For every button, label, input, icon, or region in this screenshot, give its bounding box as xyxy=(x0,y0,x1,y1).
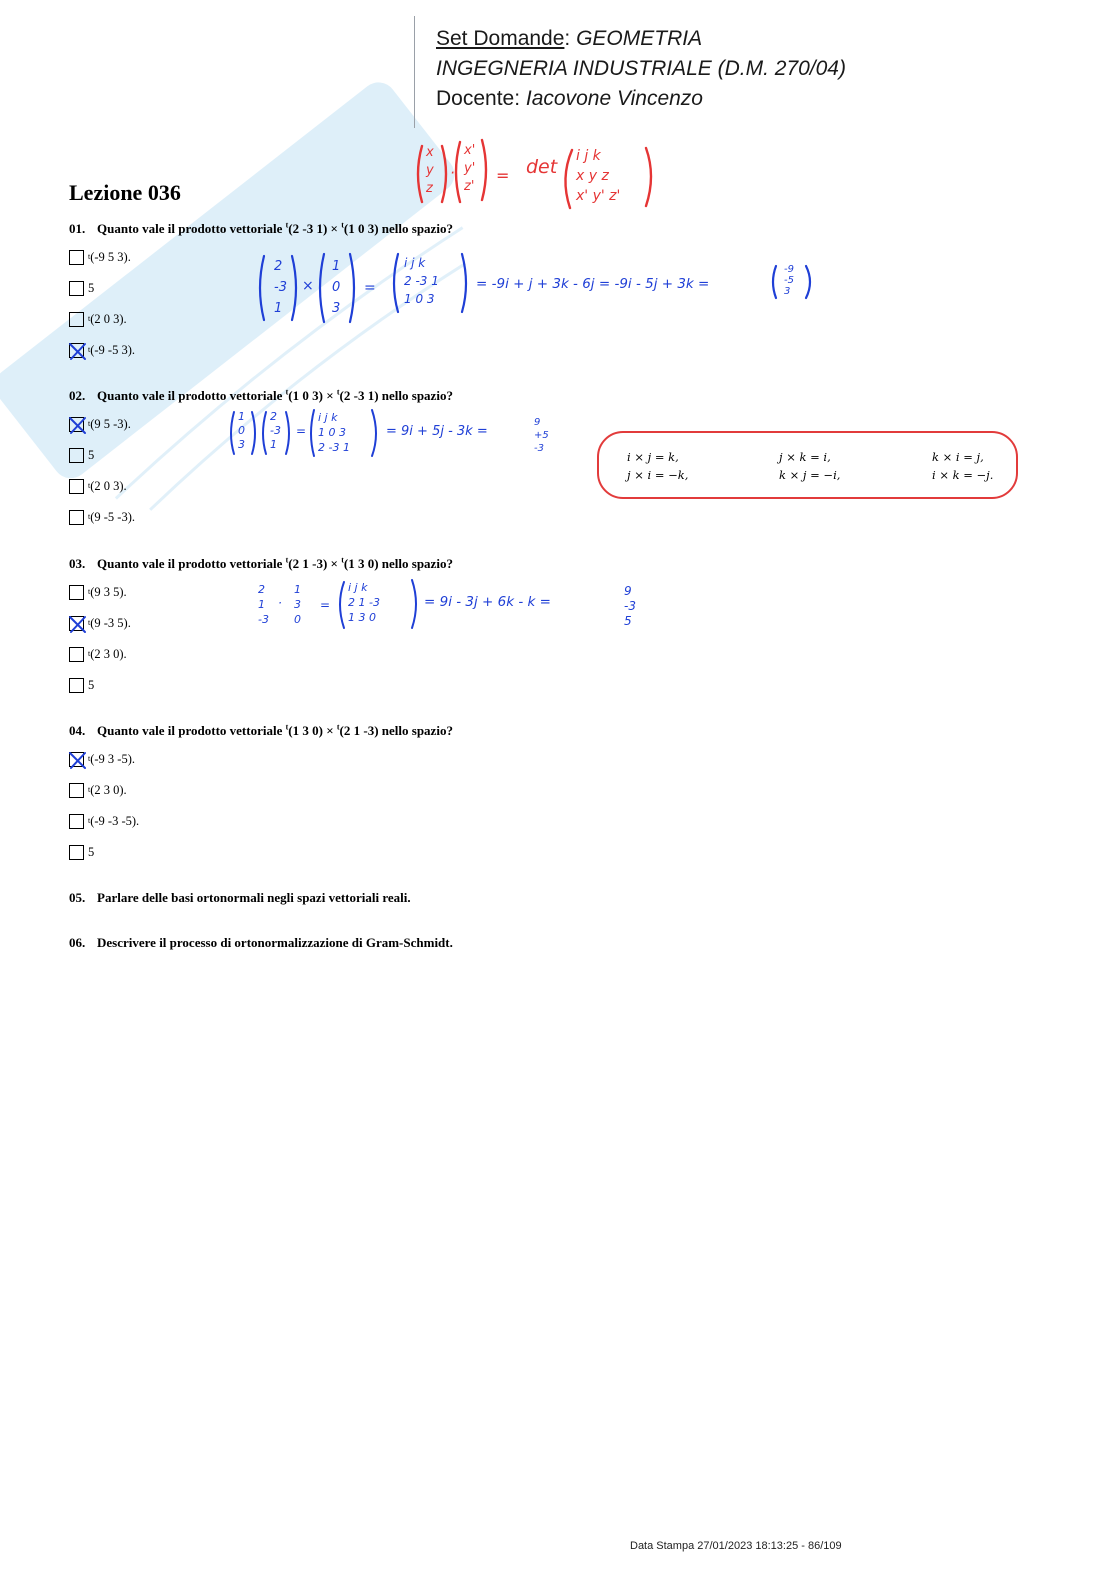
transpose-marker: t xyxy=(285,555,289,565)
question-text: Descrivere il processo di ortonormalizzazione di Gram-Schmidt. xyxy=(97,935,453,950)
hw-q3-working xyxy=(252,578,652,644)
question-suffix: nello spazio? xyxy=(378,221,453,236)
course-name: INGEGNERIA INDUSTRIALE (D.M. 270/04) xyxy=(436,57,846,80)
question-4 xyxy=(69,723,453,739)
vector-b: (2 -3 1) xyxy=(339,388,379,403)
answer-text: (9 -5 -3). xyxy=(90,509,136,524)
question-text: Quanto vale il prodotto vettoriale xyxy=(97,388,286,403)
question-text: Quanto vale il prodotto vettoriale xyxy=(97,723,286,738)
vector-a: (1 3 0) xyxy=(288,723,323,738)
transpose-marker: t xyxy=(285,722,289,732)
answer-option[interactable] xyxy=(69,676,94,694)
checkbox[interactable] xyxy=(69,845,84,860)
transpose-marker: t xyxy=(285,220,289,230)
hw-q1-matrix: i j k 2 -3 1 1 0 3 xyxy=(404,256,439,306)
check-mark-icon xyxy=(67,750,88,771)
checkbox[interactable] xyxy=(69,783,84,798)
answer-text: (9 -3 5). xyxy=(90,615,131,630)
hw-q2-working xyxy=(230,408,570,468)
cross-operator: × xyxy=(327,556,342,571)
answer-option[interactable]: t (2 0 3). xyxy=(69,477,127,495)
question-text: Parlare delle basi ortonormali negli spazi vettoriali reali. xyxy=(97,890,411,905)
hw-q3-result: 9 -3 5 xyxy=(624,584,636,628)
hw-q1-expansion: = -9i + j + 3k - 6j = -9i - 5j + 3k = xyxy=(476,276,710,292)
vector-b: (2 1 -3) xyxy=(339,723,379,738)
header-divider xyxy=(414,16,415,128)
hw-q1-times: × xyxy=(302,278,314,294)
cross-operator: × xyxy=(322,723,337,738)
document-header: Set Domande: GEOMETRIA INGEGNERIA INDUSTRIALE (D.M. 270/04) Docente: Iacovone Vincenzo xyxy=(436,27,846,110)
answer-option[interactable]: t (-9 5 3). xyxy=(69,248,131,266)
lesson-title: Lezione 036 xyxy=(69,180,181,205)
vector-b: (1 3 0) xyxy=(343,556,379,571)
answer-text: 5 xyxy=(88,677,95,692)
hw-q2-vec2: 2 -3 1 xyxy=(270,410,281,451)
formula-i-cross-k: i × k = −j. xyxy=(932,468,994,482)
answer-option[interactable] xyxy=(69,279,94,297)
vector-b: (1 0 3) xyxy=(343,221,379,236)
answer-option[interactable]: t (9 -5 -3). xyxy=(69,508,135,526)
hw-q3-matrix: i j k 2 1 -3 1 3 0 xyxy=(348,581,380,624)
set-value: GEOMETRIA xyxy=(576,27,703,50)
hw-q1-vec2: 1 0 3 xyxy=(332,259,341,316)
transpose-marker: t xyxy=(341,555,344,565)
checkbox[interactable] xyxy=(69,479,84,494)
print-date-footer: Data Stampa 27/01/2023 18:13:25 - 86/109 xyxy=(630,1540,842,1552)
cross-operator: × xyxy=(322,388,337,403)
answer-option[interactable]: t (9 -3 5). xyxy=(69,614,131,632)
answer-option[interactable] xyxy=(69,843,94,861)
question-number: 01. xyxy=(69,221,86,236)
hw-q2-expansion: = 9i + 5j - 3k = xyxy=(386,424,488,439)
checkbox-checked[interactable] xyxy=(69,417,84,432)
checkbox[interactable] xyxy=(69,448,84,463)
answer-text: (-9 -3 -5). xyxy=(90,813,140,828)
checkbox-checked[interactable] xyxy=(69,343,84,358)
checkbox[interactable] xyxy=(69,510,84,525)
transpose-marker: t xyxy=(336,722,340,732)
checkbox[interactable] xyxy=(69,647,84,662)
answer-text: 5 xyxy=(88,844,95,859)
answer-option[interactable]: t (2 3 0). xyxy=(69,781,127,799)
open-question-5 xyxy=(69,890,411,906)
answer-option[interactable]: t (9 3 5). xyxy=(69,583,127,601)
answer-option[interactable]: t (-9 3 -5). xyxy=(69,750,135,768)
answer-text: (9 5 -3). xyxy=(90,416,131,431)
hw-red-vec2: x' y' z' xyxy=(464,143,476,194)
question-number: 02. xyxy=(69,388,86,403)
check-mark-icon xyxy=(67,341,88,362)
transpose-marker: t xyxy=(341,220,344,230)
answer-option[interactable]: t (-9 -5 3). xyxy=(69,341,135,359)
answer-option[interactable]: t (9 5 -3). xyxy=(69,415,131,433)
question-suffix: nello spazio? xyxy=(378,556,453,571)
handwritten-cross-product-rule xyxy=(414,136,664,212)
answer-option[interactable]: t (2 0 3). xyxy=(69,310,127,328)
vector-a: (1 0 3) xyxy=(288,388,323,403)
hw-q3-vec1: 2 1 -3 xyxy=(258,583,269,626)
answer-text: (2 0 3). xyxy=(90,478,127,493)
question-number: 05. xyxy=(69,890,86,905)
check-mark-icon xyxy=(67,614,88,635)
checkbox[interactable] xyxy=(69,281,84,296)
hw-red-vec1: x y z xyxy=(426,145,434,196)
hw-q2-result: 9 +5 -3 xyxy=(534,417,549,454)
question-suffix: nello spazio? xyxy=(378,388,453,403)
question-text: Quanto vale il prodotto vettoriale xyxy=(97,556,286,571)
teacher-label: Docente: xyxy=(436,87,521,110)
hw-q2-matrix: i j k 1 0 3 2 -3 1 xyxy=(318,411,350,454)
hw-q3-vec2: 1 3 0 xyxy=(294,583,301,626)
hw-red-dot: · xyxy=(450,164,455,182)
answer-text: (9 3 5). xyxy=(90,584,127,599)
checkbox[interactable] xyxy=(69,814,84,829)
question-3 xyxy=(69,556,453,572)
question-number: 06. xyxy=(69,935,86,950)
cross-operator: × xyxy=(327,221,342,236)
question-2 xyxy=(69,388,453,404)
formula-i-cross-j: i × j = k, xyxy=(627,450,679,464)
answer-text: (-9 5 3). xyxy=(90,249,131,264)
question-1 xyxy=(69,221,453,237)
hw-q2-equals: = xyxy=(296,424,307,438)
cross-product-formula-box xyxy=(597,431,1018,499)
checkbox[interactable] xyxy=(69,250,84,265)
hw-q2-vec1: 1 0 3 xyxy=(238,410,245,451)
checkbox[interactable] xyxy=(69,312,84,327)
checkbox[interactable] xyxy=(69,585,84,600)
answer-text: (-9 3 -5). xyxy=(90,751,136,766)
checkbox[interactable] xyxy=(69,678,84,693)
answer-text: (-9 -5 3). xyxy=(90,342,136,357)
question-suffix: nello spazio? xyxy=(378,723,453,738)
answer-text: (2 3 0). xyxy=(90,782,127,797)
hw-red-det: det xyxy=(526,156,558,178)
formula-k-cross-j: k × j = −i, xyxy=(779,468,841,482)
question-text: Quanto vale il prodotto vettoriale xyxy=(97,221,286,236)
hw-q3-dot: · xyxy=(278,596,282,610)
hw-red-equals: = xyxy=(496,166,510,185)
transpose-marker: t xyxy=(336,387,340,397)
hw-q3-equals: = xyxy=(320,598,331,612)
check-mark-icon xyxy=(67,415,88,436)
question-number: 03. xyxy=(69,556,86,571)
hw-q3-expansion: = 9i - 3j + 6k - k = xyxy=(424,594,551,610)
hw-red-matrix: i j k x y z x' y' z' xyxy=(576,148,621,204)
set-label: Set Domande xyxy=(436,27,565,50)
hw-q1-working xyxy=(258,250,818,326)
checkbox-checked[interactable] xyxy=(69,616,84,631)
answer-text: 5 xyxy=(88,447,95,462)
answer-text: 5 xyxy=(88,280,95,295)
formula-j-cross-k: j × k = i, xyxy=(779,450,831,464)
question-number: 04. xyxy=(69,723,86,738)
vector-a: (2 1 -3) xyxy=(288,556,328,571)
answer-text: (2 0 3). xyxy=(90,311,127,326)
formula-j-cross-i: j × i = −k, xyxy=(627,468,689,482)
hw-q1-result: -9 -5 3 xyxy=(784,264,794,297)
answer-text: (2 3 0). xyxy=(90,646,127,661)
hw-q3-brackets xyxy=(252,578,652,644)
teacher-name: Iacovone Vincenzo xyxy=(525,87,703,110)
hw-q1-vec1: 2 -3 1 xyxy=(274,259,287,316)
vector-a: (2 -3 1) xyxy=(288,221,328,236)
answer-option[interactable]: t (-9 -3 -5). xyxy=(69,812,139,830)
checkbox-checked[interactable] xyxy=(69,752,84,767)
open-question-6 xyxy=(69,935,453,951)
transpose-marker: t xyxy=(285,387,289,397)
answer-option[interactable] xyxy=(69,446,94,464)
hw-q1-equals: = xyxy=(364,280,376,296)
answer-option[interactable]: t (2 3 0). xyxy=(69,645,127,663)
formula-k-cross-i: k × i = j, xyxy=(932,450,984,464)
